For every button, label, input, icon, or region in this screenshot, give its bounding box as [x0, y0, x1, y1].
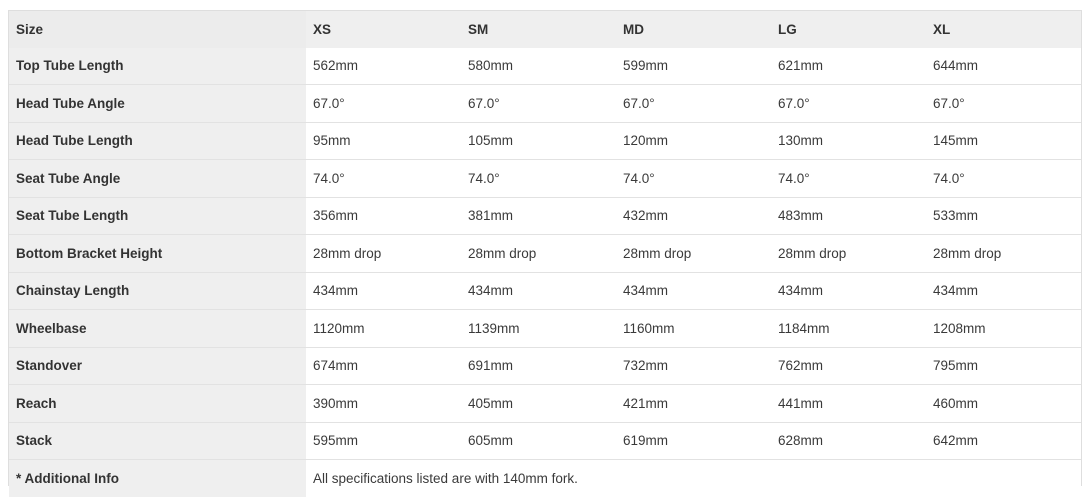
table-cell: 74.0°: [926, 160, 1081, 198]
row-label: Top Tube Length: [9, 48, 306, 85]
table-cell: 580mm: [461, 48, 616, 85]
table-cell: 145mm: [926, 122, 1081, 160]
table-cell: 605mm: [461, 422, 616, 460]
table-cell: 562mm: [306, 48, 461, 85]
table-cell: 74.0°: [771, 160, 926, 198]
additional-info-label: * Additional Info: [9, 460, 306, 497]
table-cell: 434mm: [926, 272, 1081, 310]
table-cell: 28mm drop: [306, 235, 461, 273]
table-cell: 67.0°: [306, 85, 461, 123]
table-cell: 691mm: [461, 347, 616, 385]
table-row: [9, 48, 1081, 85]
row-label: Reach: [9, 385, 306, 423]
table-header-row: [9, 11, 1081, 48]
row-label: Seat Tube Length: [9, 197, 306, 235]
table-row: [9, 197, 1081, 235]
table-cell: 434mm: [461, 272, 616, 310]
table-cell: 619mm: [616, 422, 771, 460]
table-cell: 1139mm: [461, 310, 616, 348]
table-body: [9, 48, 1081, 497]
geometry-table-container: [8, 10, 1082, 486]
table-cell: 674mm: [306, 347, 461, 385]
table-cell: 105mm: [461, 122, 616, 160]
additional-info-row: [9, 460, 1081, 497]
size-header-xl: XL: [926, 11, 1081, 48]
geometry-table: [9, 11, 1081, 497]
table-cell: 644mm: [926, 48, 1081, 85]
table-cell: 74.0°: [616, 160, 771, 198]
table-cell: 432mm: [616, 197, 771, 235]
table-cell: 599mm: [616, 48, 771, 85]
table-cell: 28mm drop: [461, 235, 616, 273]
table-cell: 28mm drop: [926, 235, 1081, 273]
row-label: Standover: [9, 347, 306, 385]
table-cell: 1160mm: [616, 310, 771, 348]
row-label: Bottom Bracket Height: [9, 235, 306, 273]
table-cell: 405mm: [461, 385, 616, 423]
table-row: [9, 235, 1081, 273]
table-cell: 67.0°: [461, 85, 616, 123]
table-cell: 434mm: [616, 272, 771, 310]
table-cell: 732mm: [616, 347, 771, 385]
table-row: [9, 385, 1081, 423]
table-cell: 130mm: [771, 122, 926, 160]
row-label: Stack: [9, 422, 306, 460]
size-header-lg: LG: [771, 11, 926, 48]
table-row: [9, 85, 1081, 123]
table-cell: 621mm: [771, 48, 926, 85]
table-cell: 356mm: [306, 197, 461, 235]
size-header-xs: XS: [306, 11, 461, 48]
table-cell: 595mm: [306, 422, 461, 460]
table-cell: 1184mm: [771, 310, 926, 348]
table-cell: 28mm drop: [771, 235, 926, 273]
table-row: [9, 422, 1081, 460]
table-cell: 421mm: [616, 385, 771, 423]
table-cell: 460mm: [926, 385, 1081, 423]
row-label: Seat Tube Angle: [9, 160, 306, 198]
table-cell: 390mm: [306, 385, 461, 423]
row-label: Head Tube Angle: [9, 85, 306, 123]
table-cell: 1120mm: [306, 310, 461, 348]
size-header-label: Size: [9, 11, 306, 48]
table-cell: 67.0°: [926, 85, 1081, 123]
table-cell: 483mm: [771, 197, 926, 235]
table-cell: 762mm: [771, 347, 926, 385]
table-cell: 381mm: [461, 197, 616, 235]
table-cell: 74.0°: [306, 160, 461, 198]
table-cell: 120mm: [616, 122, 771, 160]
table-cell: 67.0°: [616, 85, 771, 123]
row-label: Chainstay Length: [9, 272, 306, 310]
table-cell: 1208mm: [926, 310, 1081, 348]
table-cell: 28mm drop: [616, 235, 771, 273]
row-label: Wheelbase: [9, 310, 306, 348]
table-cell: 434mm: [771, 272, 926, 310]
table-row: [9, 122, 1081, 160]
table-row: [9, 160, 1081, 198]
table-cell: 67.0°: [771, 85, 926, 123]
table-cell: 74.0°: [461, 160, 616, 198]
row-label: Head Tube Length: [9, 122, 306, 160]
size-header-sm: SM: [461, 11, 616, 48]
table-cell: 795mm: [926, 347, 1081, 385]
table-row: [9, 310, 1081, 348]
table-row: [9, 347, 1081, 385]
additional-info-text: All specifications listed are with 140mm fork.: [306, 460, 1081, 497]
table-cell: 642mm: [926, 422, 1081, 460]
size-header-md: MD: [616, 11, 771, 48]
table-cell: 441mm: [771, 385, 926, 423]
table-cell: 533mm: [926, 197, 1081, 235]
table-cell: 628mm: [771, 422, 926, 460]
table-cell: 95mm: [306, 122, 461, 160]
table-row: [9, 272, 1081, 310]
table-cell: 434mm: [306, 272, 461, 310]
